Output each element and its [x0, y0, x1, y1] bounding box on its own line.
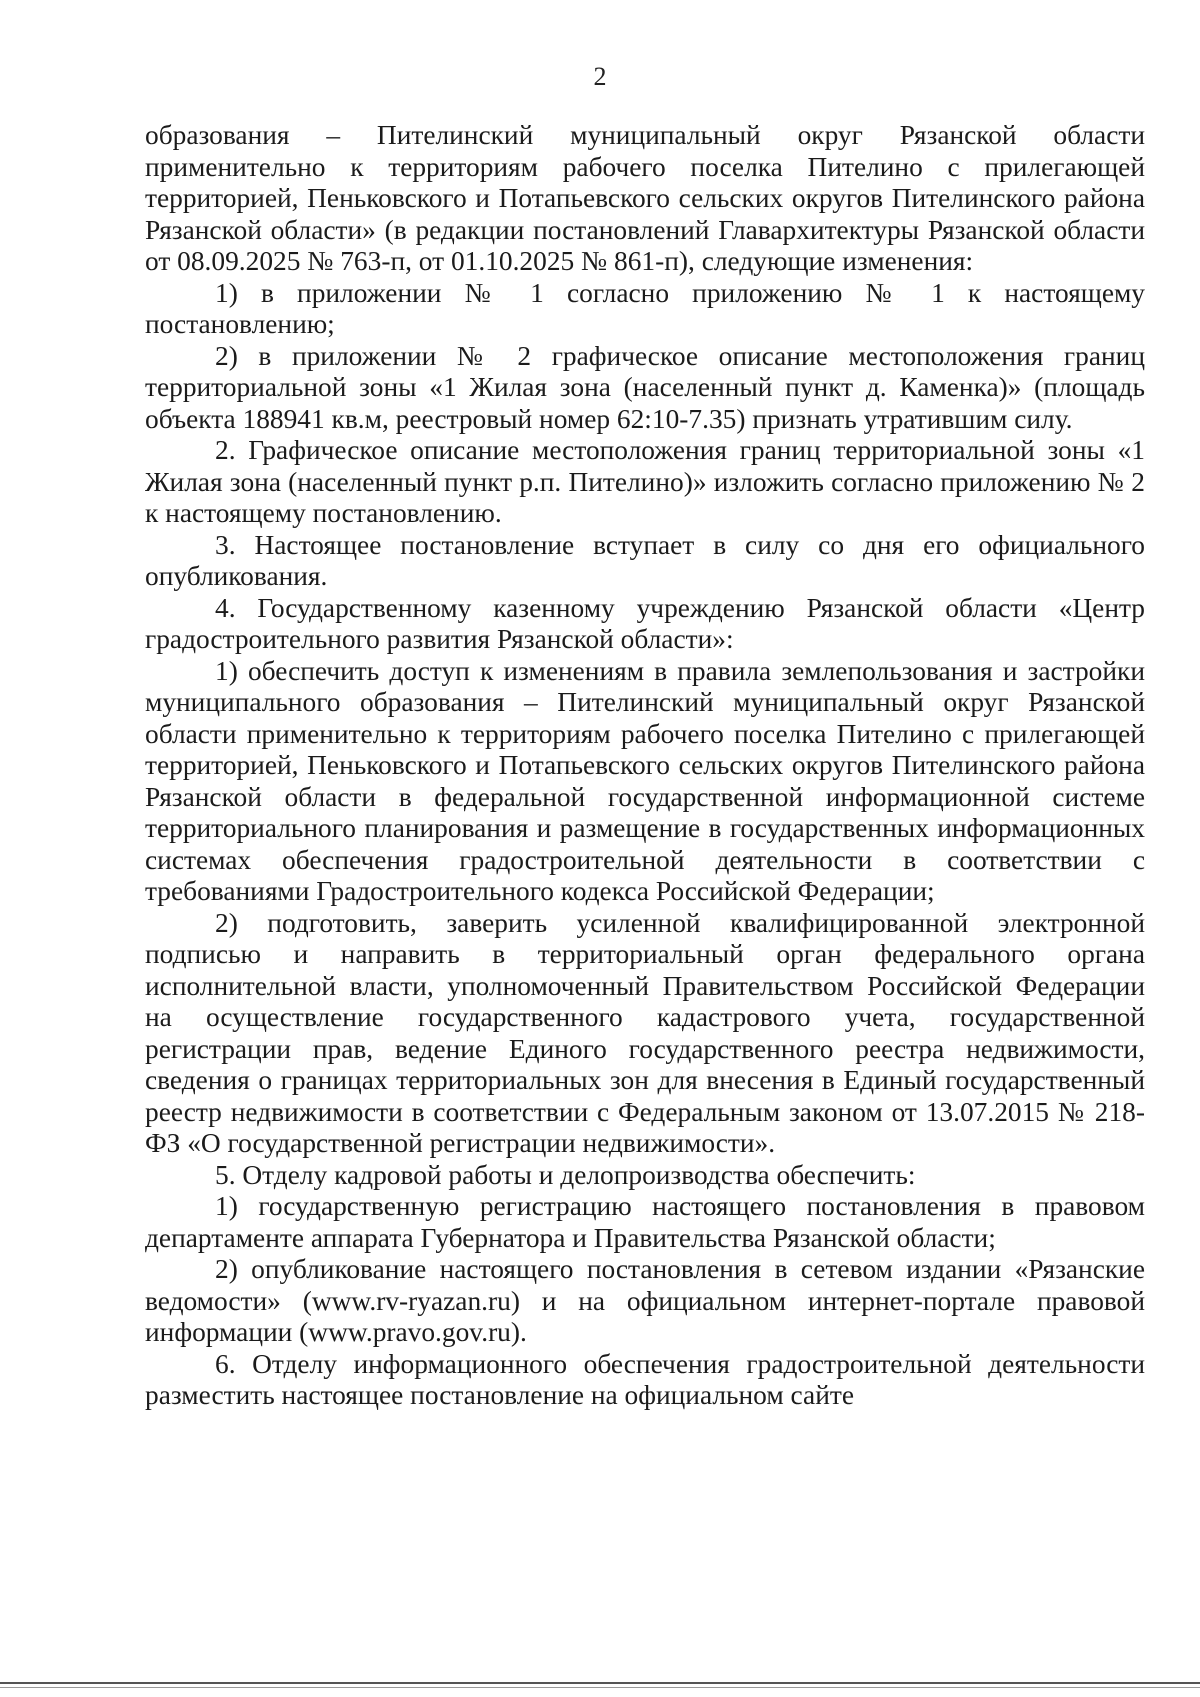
paragraph-clause-4: 4. Государственному казенному учреждению Рязанской области «Центр градостроительного развития Рязанской области»: — [145, 592, 1145, 654]
paragraph-clause-2: 2. Графическое описание местоположения границ территориальной зоны «1 Жилая зона (населенный пункт р.п. Пителино)» изложить согласно приложению № 2 к настоящему постановлению. — [145, 435, 1145, 528]
paragraph-clause-6: 6. Отделу информационного обеспечения градостроительной деятельности разместить настоящее постановление на официальном сайте — [145, 1348, 1145, 1410]
paragraph-item-4-2: 2) подготовить, заверить усиленной квалифицированной электронной подписью и направить в территориальный орган федерального органа исполнительной власти, уполномоченный Правительством Российской Федерации на осуществление государственного кадастрового учета, государственной регистрации прав, ведение Единого государственного реестра недвижимости, сведения о границах территориальных зон для внесения в Единый государственный реестр недвижимости в соответствии с Федеральным законом от 13.07.2015 № 218-ФЗ «О государственной регистрации недвижимости». — [145, 907, 1145, 1158]
scan-bottom-edge-shadow — [0, 1687, 1200, 1688]
page-number: 2 — [593, 62, 607, 91]
paragraph-item-5-1: 1) государственную регистрацию настоящего постановления в правовом департаменте аппарата Губернатора и Правительства Рязанской области; — [145, 1191, 1145, 1253]
paragraph-item-5-2: 2) опубликование настоящего постановления в сетевом издании «Рязанские ведомости» (www.rv-ryazan.ru) и на официальном интернет-портале правовой информации (www.pravo.gov.ru). — [145, 1254, 1145, 1347]
paragraph-clause-3: 3. Настоящее постановление вступает в силу со дня его официального опубликования. — [145, 529, 1145, 591]
paragraph-continuation: образования – Пителинский муниципальный округ Рязанской области применительно к территориям рабочего поселка Пителино с прилегающей территорией, Пеньковского и Потапьевского сельских округов Пителинского района Рязанской области» (в редакции постановлений Главархитектуры Рязанской области от 08.09.2025 № 763-п, от 01.10.2025 № 861-п), следующие изменения: — [145, 120, 1145, 276]
paragraph-item-1-1: 1) в приложении № 1 согласно приложению № 1 к настоящему постановлению; — [145, 277, 1145, 339]
document-body — [145, 120, 1145, 1412]
paragraph-clause-5: 5. Отделу кадровой работы и делопроизводства обеспечить: — [215, 1159, 916, 1190]
paragraph-item-1-2: 2) в приложении № 2 графическое описание местоположения границ территориальной зоны «1 Жилая зона (населенный пункт д. Каменка)» (площадь объекта 188941 кв.м, реестровый номер 62:10-7.35) признать утратившим силу. — [145, 340, 1145, 434]
paragraph-item-4-1: 1) обеспечить доступ к изменениям в правила землепользования и застройки муниципального образования – Пителинский муниципальный округ Рязанской области применительно к территориям рабочего поселка Пителино с прилегающей территорией, Пеньковского и Потапьевского сельских округов Пителинского района Рязанской области в федеральной государственной информационной системе территориального планирования и размещение в государственных информационных системах обеспечения градостроительной деятельности в соответствии с требованиями Градостроительного кодекса Российской Федерации; — [145, 655, 1145, 906]
scan-bottom-edge — [0, 1682, 1200, 1684]
